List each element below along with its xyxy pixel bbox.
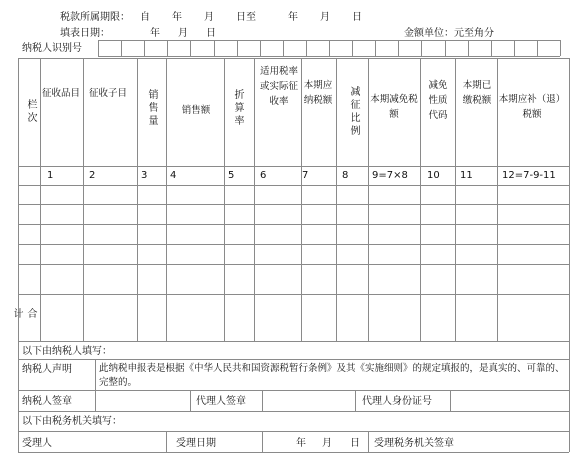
grid-line bbox=[368, 58, 369, 341]
col-number-4: 4 bbox=[170, 170, 177, 181]
id-box-divider bbox=[329, 40, 330, 56]
period-start-month: 月 bbox=[204, 12, 214, 23]
grid-line bbox=[224, 58, 225, 341]
fill-month: 月 bbox=[178, 28, 188, 39]
id-box-divider bbox=[167, 40, 168, 56]
col-header-reduction-ratio: 减征比例 bbox=[348, 86, 359, 138]
period-to: 日至 bbox=[236, 12, 256, 23]
col-header-paid-tax: 本期已缴税额 bbox=[462, 80, 492, 106]
col-header-sales-amount: 销售额 bbox=[181, 105, 211, 116]
fill-date-label: 填表日期： bbox=[60, 28, 110, 39]
id-box-divider bbox=[537, 40, 538, 56]
grid-line bbox=[18, 341, 569, 342]
grid-line bbox=[18, 166, 569, 167]
grid-line bbox=[98, 40, 560, 41]
receive-day: 日 bbox=[350, 438, 360, 449]
declaration-text: 此纳税申报表是根据《中华人民共和国资源税暂行条例》及其《实施细则》的规定填报的，是真实的、可靠的、完整的。 bbox=[99, 363, 565, 388]
grid-line bbox=[18, 359, 569, 360]
taxpayer-signature-label: 纳税人签章 bbox=[22, 396, 72, 407]
grid-line bbox=[18, 452, 569, 453]
id-box-divider bbox=[468, 40, 469, 56]
period-start-year: 年 bbox=[172, 12, 182, 23]
receive-date-label: 受理日期 bbox=[176, 438, 216, 449]
agent-id-label: 代理人身份证号 bbox=[362, 396, 432, 407]
id-box-divider bbox=[421, 40, 422, 56]
grid-line bbox=[262, 431, 263, 452]
id-box-divider bbox=[144, 40, 145, 56]
id-box-divider bbox=[98, 40, 99, 56]
receive-year: 年 bbox=[296, 438, 306, 449]
grid-line bbox=[18, 341, 19, 452]
col-header-applicable-rate: 适用税率或实际征收率 bbox=[259, 66, 298, 107]
tax-office-section-label: 以下由税务机关填写： bbox=[22, 416, 122, 427]
currency-unit: 金额单位：元至角分 bbox=[404, 28, 494, 39]
grid-line bbox=[262, 390, 263, 411]
agent-signature-label: 代理人签章 bbox=[196, 396, 246, 407]
id-box-divider bbox=[190, 40, 191, 56]
grid-line bbox=[95, 390, 96, 411]
grid-line bbox=[166, 431, 167, 452]
id-box-divider bbox=[121, 40, 122, 56]
receiver-label: 受理人 bbox=[22, 438, 52, 449]
grid-line bbox=[18, 185, 569, 186]
grid-line bbox=[355, 390, 356, 411]
grid-line bbox=[420, 58, 421, 341]
col-header-reduced-tax: 本期减免税额 bbox=[370, 94, 418, 120]
id-box-divider bbox=[237, 40, 238, 56]
id-box-divider bbox=[283, 40, 284, 56]
col-number-6: 6 bbox=[260, 170, 267, 181]
grid-line bbox=[18, 58, 569, 59]
period-label: 税款所属期限： bbox=[60, 12, 130, 23]
grid-line bbox=[137, 58, 138, 341]
grid-line bbox=[18, 294, 569, 295]
col-header-tax-subitem: 征收子目 bbox=[88, 88, 127, 99]
id-box-divider bbox=[214, 40, 215, 56]
grid-line bbox=[190, 390, 191, 411]
period-from: 自 bbox=[140, 12, 150, 23]
taxpayer-id-label: 纳税人识别号 bbox=[22, 43, 82, 54]
col-header-tax-item: 征收品目 bbox=[42, 88, 81, 99]
col-number-10: 10 bbox=[427, 170, 440, 181]
id-box-divider bbox=[398, 40, 399, 56]
grid-line bbox=[254, 58, 255, 341]
col-header-refund-tax: 本期应补（退）税额 bbox=[498, 94, 566, 120]
id-box-divider bbox=[560, 40, 561, 56]
col-number-9: 9=7×8 bbox=[372, 170, 408, 181]
col-number-11: 11 bbox=[460, 170, 473, 181]
grid-line bbox=[18, 264, 569, 265]
grid-line bbox=[569, 341, 570, 452]
grid-line bbox=[18, 431, 569, 432]
id-box-divider bbox=[445, 40, 446, 56]
col-header-col-no: 栏次 bbox=[25, 99, 36, 125]
grid-line bbox=[83, 58, 84, 341]
grid-line bbox=[166, 58, 167, 341]
col-header-tax-payable: 本期应纳税额 bbox=[303, 80, 333, 106]
col-header-discount-rate: 折算率 bbox=[232, 88, 243, 128]
grid-line bbox=[18, 411, 569, 412]
grid-line bbox=[569, 58, 570, 341]
grid-line bbox=[18, 390, 569, 391]
grid-line bbox=[336, 58, 337, 341]
period-end-day: 日 bbox=[352, 12, 362, 23]
grid-line bbox=[18, 224, 569, 225]
id-box-divider bbox=[491, 40, 492, 56]
grid-line bbox=[18, 204, 569, 205]
col-number-2: 2 bbox=[89, 170, 96, 181]
grid-line bbox=[368, 431, 369, 452]
fill-year: 年 bbox=[150, 28, 160, 39]
grid-line bbox=[455, 58, 456, 341]
col-number-1: 1 bbox=[47, 170, 54, 181]
col-number-3: 3 bbox=[141, 170, 148, 181]
id-box-divider bbox=[306, 40, 307, 56]
col-number-12: 12=7-9-11 bbox=[502, 170, 556, 181]
col-number-7: 7 bbox=[302, 170, 309, 181]
period-end-year: 年 bbox=[288, 12, 298, 23]
grid-line bbox=[450, 390, 451, 411]
declaration-label: 纳税人声明 bbox=[22, 364, 72, 375]
grid-line bbox=[40, 58, 41, 341]
id-box-divider bbox=[352, 40, 353, 56]
total-label: 合计 bbox=[11, 308, 36, 328]
col-number-5: 5 bbox=[228, 170, 235, 181]
col-number-8: 8 bbox=[342, 170, 349, 181]
taxpayer-section-label: 以下由纳税人填写： bbox=[22, 346, 112, 357]
period-end-month: 月 bbox=[320, 12, 330, 23]
receiving-office-seal-label: 受理税务机关签章 bbox=[374, 438, 454, 449]
col-header-exemption-code: 减免性质代码 bbox=[428, 80, 448, 121]
id-box-divider bbox=[375, 40, 376, 56]
id-box-divider bbox=[514, 40, 515, 56]
grid-line bbox=[95, 359, 96, 390]
col-header-sales-volume: 销售量 bbox=[146, 88, 157, 128]
fill-day: 日 bbox=[206, 28, 216, 39]
receive-month: 月 bbox=[322, 438, 332, 449]
id-box-divider bbox=[260, 40, 261, 56]
grid-line bbox=[18, 58, 19, 341]
grid-line bbox=[18, 244, 569, 245]
grid-line bbox=[98, 56, 560, 57]
